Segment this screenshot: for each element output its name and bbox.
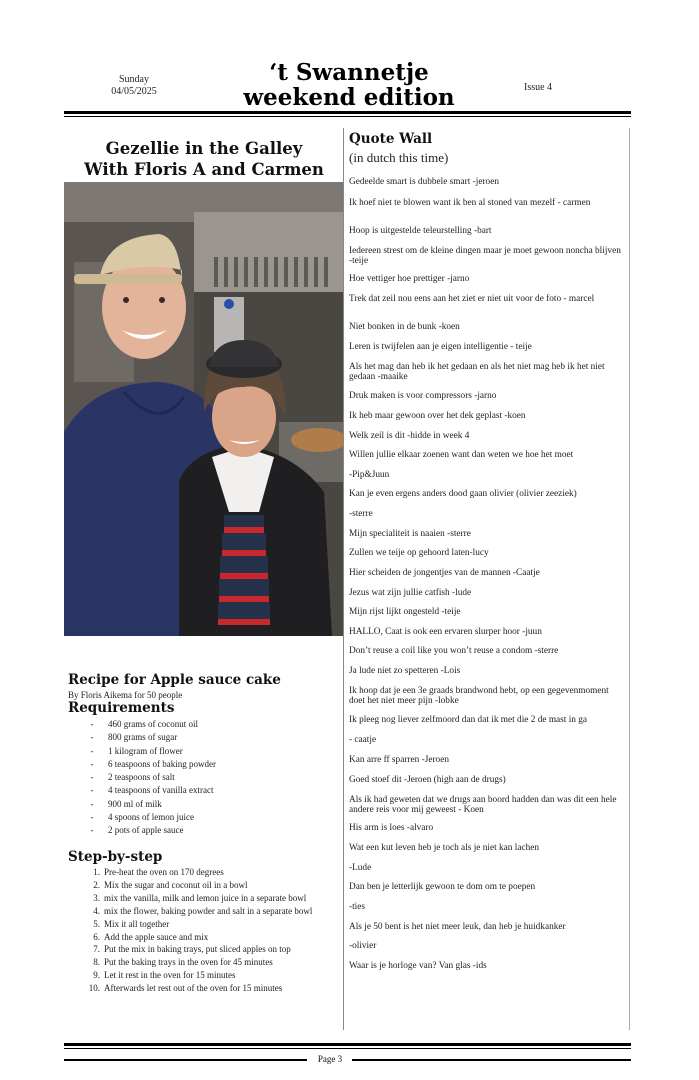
issue-label: Issue 4: [524, 82, 553, 93]
list-item: Goed stoef dit -Jeroen (high aan de drugs): [349, 775, 506, 785]
recipe-byline: By Floris Aikema for 50 people: [68, 690, 183, 700]
list-item: 2. Mix the sugar and coconut oil in a bowl: [93, 879, 248, 890]
list-item: -Lude: [349, 863, 372, 873]
list-item: Als het mag dan heb ik het gedaan en als het niet mag heb ik het niet gedaan -maaike: [349, 362, 605, 382]
list-item: -Pip&Juun: [349, 470, 390, 480]
list-item: 3. mix the vanilla, milk and lemon juice in a separate bowl: [93, 892, 307, 903]
newspaper-title: [204, 60, 494, 110]
title-line-1: ‘t Swannetje: [269, 59, 429, 86]
header-rule-thick: [64, 111, 631, 114]
day-label: Sunday: [119, 74, 149, 85]
list-item: Don’t reuse a coil like you won’t reuse a condom -sterre: [349, 646, 559, 656]
list-item: -olivier: [349, 941, 377, 951]
footer-rule-thin: [64, 1048, 631, 1049]
list-item: Als je 50 bent is het niet meer leuk, dan heb je huidkanker: [349, 922, 566, 932]
header-rule-thin: [64, 116, 631, 117]
date-label: 04/05/2025: [111, 86, 157, 97]
list-item: Dan ben je letterlijk gewoon te dom om te poepen: [349, 882, 536, 892]
steps-heading: Step-by-step: [68, 849, 163, 865]
list-item: 9. Let it rest in the oven for 15 minutes: [93, 970, 236, 981]
list-item: - 460 grams of coconut oil: [90, 719, 198, 729]
list-item: Wat een kut leven heb je toch als je niet kan lachen: [349, 843, 540, 853]
list-item: Hoe vettiger hoe prettiger -jarno: [349, 274, 470, 284]
list-item: - caatje: [349, 735, 377, 745]
list-item: Gedeelde smart is dubbele smart -jeroen: [349, 177, 499, 187]
requirements-list: [68, 718, 338, 838]
list-item: 5. Mix it all together: [93, 918, 170, 929]
list-item: HALLO, Caat is ook een ervaren slurper hoor -juun: [349, 627, 542, 637]
requirements-heading: Requirements: [68, 700, 175, 716]
list-item: -sterre: [349, 509, 373, 519]
list-item: - 900 ml of milk: [90, 798, 162, 809]
list-item: Als ik had geweten dat we drugs aan boord hadden dan was dit een hele andere reis voor mij geweest - Koen: [349, 795, 617, 815]
steps-list: [68, 866, 343, 995]
galley-photo: [64, 182, 343, 636]
list-item: Ik hoop dat je een 3e graads brandwond hebt, op een gegevenmoment doet het niet meer pijn -lobke: [349, 686, 609, 706]
list-item: - 1 kilogram of flower: [90, 745, 183, 756]
page-number: Page 3: [317, 1054, 343, 1064]
list-item: - 2 teaspoons of salt: [90, 772, 175, 783]
footer-rule-left: [64, 1059, 307, 1061]
list-item: Druk maken is voor compressors -jarno: [349, 391, 497, 401]
list-item: Jezus wat zijn jullie catfish -lude: [349, 588, 472, 598]
list-item: - 4 spoons of lemon juice: [90, 812, 194, 823]
list-item: 6. Add the apple sauce and mix: [93, 931, 209, 942]
list-item: Waar is je horloge van? Van glas -ids: [349, 961, 487, 971]
recipe-title: Recipe for Apple sauce cake: [68, 672, 281, 688]
list-item: Hoop is uitgestelde teleurstelling -bart: [349, 226, 492, 236]
list-item: Hier scheiden de jongentjes van de mannen -Caatje: [349, 568, 540, 578]
list-item: Ik pleeg nog liever zelfmoord dan dat ik met die 2 de mast in ga: [349, 715, 588, 725]
list-item: -ties: [349, 902, 366, 912]
footer-rule-thick: [64, 1043, 631, 1046]
title-line-2: weekend edition: [243, 84, 455, 111]
list-item: - 4 teaspoons of vanilla extract: [90, 785, 214, 796]
right-column-border: [629, 128, 630, 1030]
list-item: Iedereen strest om de kleine dingen maar je moet gewoon noncha blijven -teije: [349, 246, 621, 266]
list-item: Niet bonken in de bunk -koen: [349, 322, 460, 332]
list-item: 1. Pre-heat the oven on 170 degrees: [93, 867, 224, 877]
list-item: Trek dat zeil nou eens aan het ziet er niet uit voor de foto - marcel: [349, 294, 595, 304]
column-divider: [343, 128, 344, 1030]
list-item: His arm is loes -alvaro: [349, 823, 434, 833]
list-item: Ik hoef niet te blowen want ik ben al stoned van mezelf - carmen: [349, 198, 591, 208]
list-item: Mijn rijst lijkt ongesteld -teije: [349, 607, 461, 617]
list-item: 4. mix the flower, baking powder and salt in a separate bowl: [93, 905, 313, 916]
footer-rule-right: [352, 1059, 631, 1061]
masthead: [64, 58, 632, 114]
list-item: - 2 pots of apple sauce: [90, 825, 184, 836]
list-item: - 800 grams of sugar: [90, 732, 178, 743]
list-item: 8. Put the baking trays in the oven for 45 minutes: [93, 957, 273, 968]
headline-line-1: Gezellie in the Galley: [105, 139, 303, 158]
list-item: Zullen we teije op gehoord laten-lucy: [349, 548, 489, 558]
list-item: Ik heb maar gewoon over het dek geplast -koen: [349, 411, 526, 421]
list-item: Kan arre ff sparren -Jeroen: [349, 755, 449, 765]
quote-wall-heading: Quote Wall: [349, 131, 433, 147]
list-item: Kan je even ergens anders dood gaan olivier (olivier zeeziek): [349, 489, 577, 499]
list-item: Mijn specialiteit is naaien -sterre: [349, 529, 471, 539]
list-item: Leren is twijfelen aan je eigen intelligentie - teije: [349, 342, 532, 352]
article-headline: [66, 138, 342, 180]
list-item: Welk zeil is dit -hidde in week 4: [349, 431, 470, 441]
date-block: [94, 74, 174, 98]
list-item: Ja lude niet zo spetteren -Lois: [349, 666, 461, 676]
quote-wall-subheading: (in dutch this time): [349, 150, 449, 165]
list-item: - 6 teaspoons of baking powder: [90, 758, 216, 769]
list-item: 7. Put the mix in baking trays, put sliced apples on top: [93, 944, 291, 955]
list-item: Willen jullie elkaar zoenen want dan weten we hoe het moet: [349, 450, 574, 460]
headline-line-2: With Floris A and Carmen: [84, 160, 324, 179]
list-item: 10. Afterwards let rest out of the oven for 15 minutes: [88, 983, 283, 994]
photo-illustration: [64, 182, 343, 636]
